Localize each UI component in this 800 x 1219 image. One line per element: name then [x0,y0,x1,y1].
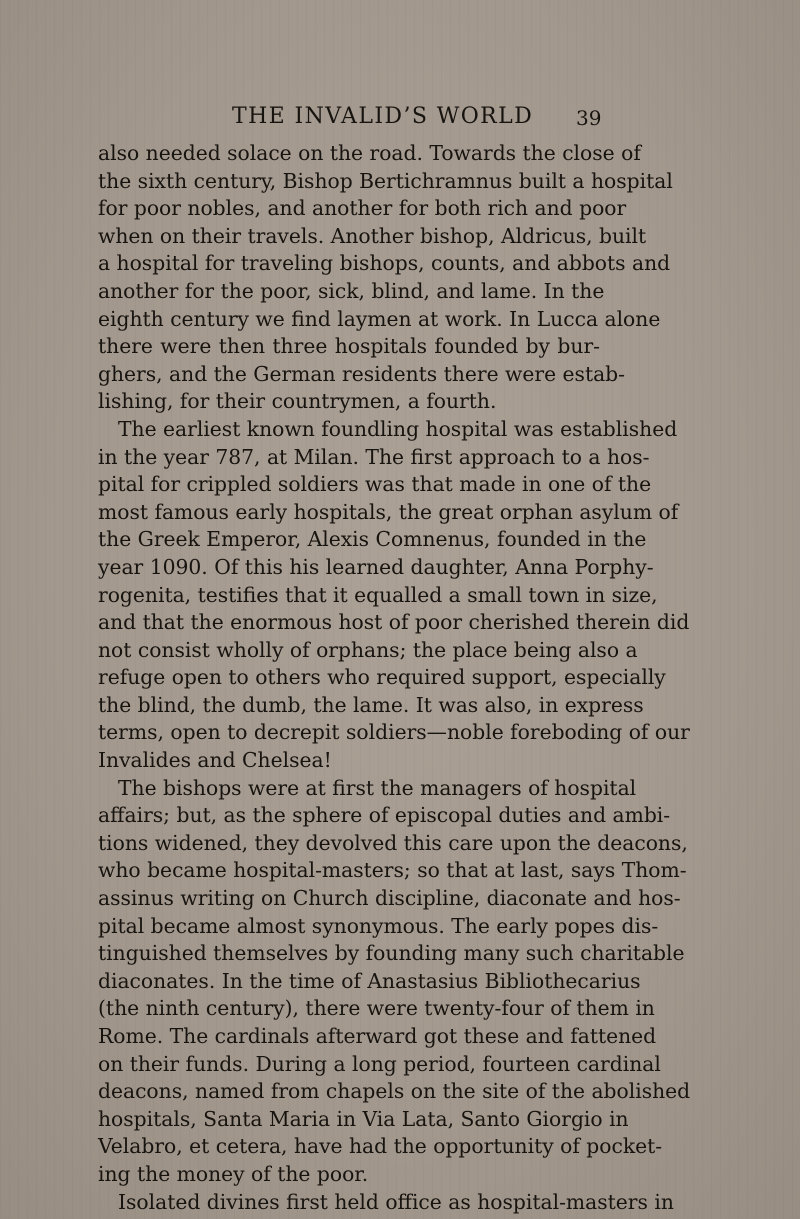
text-line: ing the money of the poor. [98,1161,369,1186]
text-line: year 1090. Of this his learned daughter, Anna Porphy- [98,554,654,579]
text-line: (the ninth century), there were twenty-four of them in [98,996,655,1021]
text-line: refuge open to others who required support, especially [98,665,666,690]
text-line: The earliest known foundling hospital was established [118,416,678,441]
text-line: deacons, named from chapels on the site of the abolished [98,1079,691,1104]
text-line: Rome. The cardinals afterward got these and fattened [98,1024,657,1048]
page-header [98,98,602,138]
text-line: assinus writing on Church discipline, diaconate and hos- [98,886,681,911]
text-line: the Greek Emperor, Alexis Comnenus, founded in the [98,527,647,552]
text-line: there were then three hospitals founded by bur- [98,334,600,359]
text-line: pital for crippled soldiers was that made in one of the [98,472,652,497]
text-line: eighth century we find laymen at work. In Lucca alone [98,306,661,331]
text-line: not consist wholly of orphans; the place being also a [98,637,638,662]
body-text [98,140,691,1216]
text-line: ghers, and the German residents there were estab- [98,361,626,386]
text-line: who became hospital-masters; so that at last, says Thom- [98,858,687,883]
text-line: the blind, the dumb, the lame. It was also, in express [98,692,644,717]
text-line: The bishops were at first the managers of hospital [118,775,637,800]
text-line: in the year 787, at Milan. The first approach to a hos- [98,444,650,469]
page-number: 39 [576,106,602,130]
text-line: and that the enormous host of poor cherished therein did [98,610,690,635]
text-line: rogenita, testifies that it equalled a small town in size, [98,582,658,607]
text-line: tions widened, they devolved this care upon the deacons, [98,830,688,855]
text-line: also needed solace on the road. Towards the close of [98,141,641,165]
text-line: affairs; but, as the sphere of episcopal duties and ambi- [98,803,671,828]
text-line: most famous early hospitals, the great orphan asylum of [98,499,679,524]
text-line: Invalides and Chelsea! [98,748,332,773]
text-line: hospitals, Santa Maria in Via Lata, Santo Giorgio in [98,1106,629,1131]
text-line: pital became almost synonymous. The early popes dis- [98,913,659,938]
text-line: on their funds. During a long period, fourteen cardinal [98,1051,661,1076]
text-line: another for the poor, sick, blind, and lame. In the [98,278,605,303]
text-line: tinguished themselves by founding many such charitable [98,941,685,966]
text-line: for poor nobles, and another for both rich and poor [98,196,627,221]
text-line: diaconates. In the time of Anastasius Bibliothecarius [98,968,641,993]
running-head: THE INVALID’S WORLD [232,104,534,129]
text-line: Velabro, et cetera, have had the opportunity of pocket- [98,1134,663,1159]
text-line: Isolated divines first held office as hospital-masters in [118,1189,674,1214]
text-line: the sixth century, Bishop Bertichramnus built a hospital [98,168,673,193]
text-line: a hospital for traveling bishops, counts, and abbots and [98,251,671,276]
text-line: terms, open to decrepit soldiers—noble foreboding of our [98,720,690,745]
text-line: lishing, for their countrymen, a fourth. [98,389,497,414]
text-line: when on their travels. Another bishop, Aldricus, built [98,223,647,248]
